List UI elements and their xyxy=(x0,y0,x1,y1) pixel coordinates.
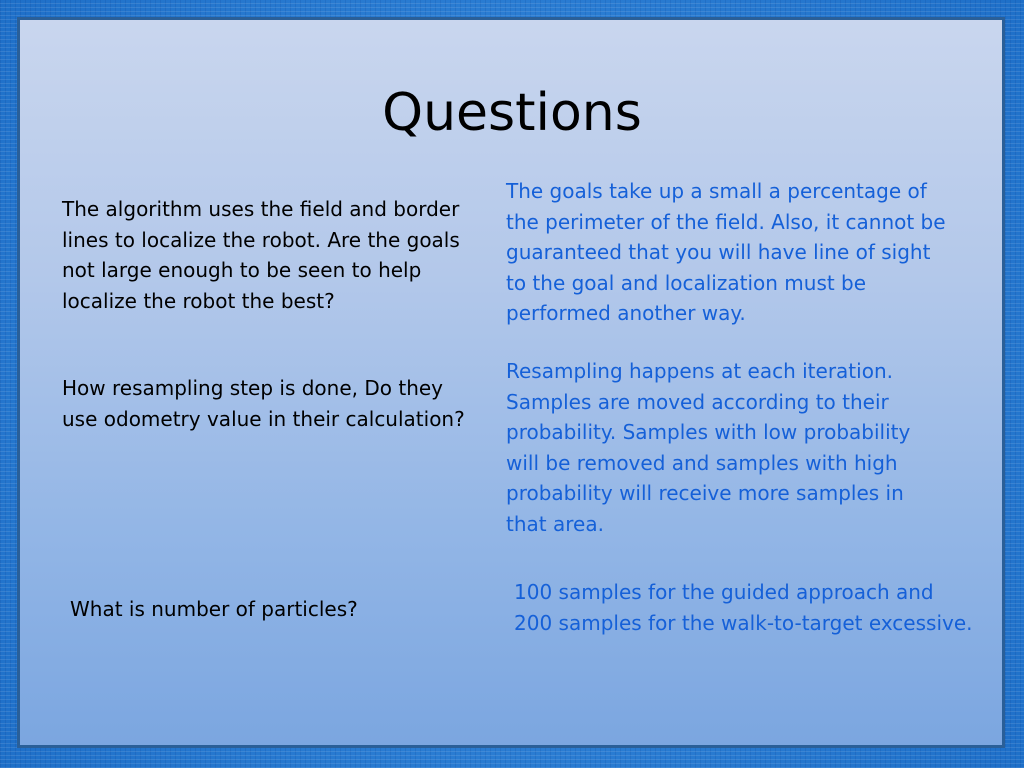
answer-2: Resampling happens at each iteration. Samples are moved according to their probability. Samples with low probability will be removed and samples with high probability will receive more samples in that area. xyxy=(506,359,911,536)
slide-title: Questions xyxy=(382,83,642,143)
question-1: The algorithm uses the field and border lines to localize the robot. Are the goals not large enough to be seen to help localize the robot the best? xyxy=(62,197,460,313)
question-3: What is number of particles? xyxy=(70,597,358,621)
question-2: How resampling step is done, Do they use odometry value in their calculation? xyxy=(62,376,465,431)
answer-3: 100 samples for the guided approach and 200 samples for the walk-to-target excessive. xyxy=(514,580,973,635)
answer-1: The goals take up a small a percentage of the perimeter of the field. Also, it cannot be guaranteed that you will have line of sight to the goal and localization must be performed another way. xyxy=(506,179,946,325)
